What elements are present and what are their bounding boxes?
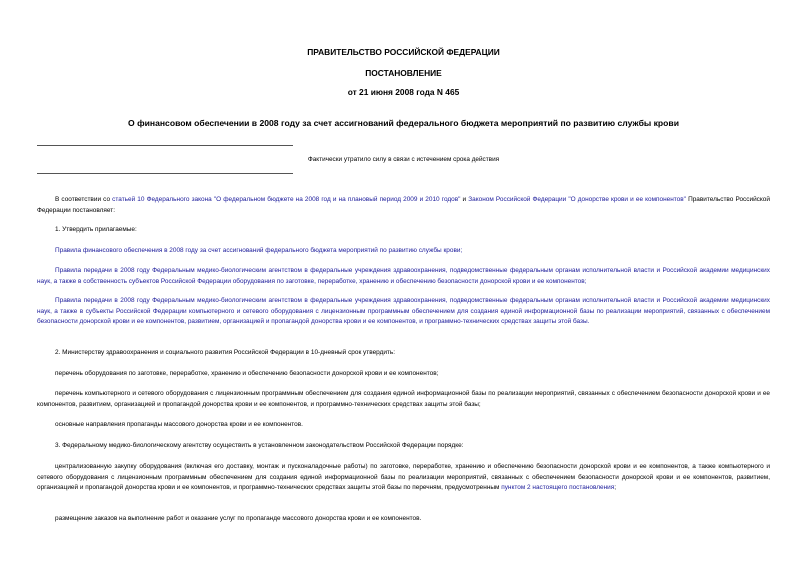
item-2: 2. Министерству здравоохранения и социального развития Российской Федерации в 10-дневный срок утвердить: — [55, 349, 396, 356]
document-date: от 21 июня 2008 года N 465 — [347, 87, 460, 97]
preamble-text-3: Правительство Российской Федерации постановляет: — [37, 196, 770, 214]
donor-law-link[interactable]: Законом Российской Федерации "О донорстве крови и ее компонентов" — [468, 196, 686, 203]
clause-2-link[interactable]: пунктом 2 настоящего постановления — [501, 484, 615, 492]
item-2-list-b: перечень компьютерного и сетевого оборудования с лицензионным программным обеспечением для создания единой информационной базы по реализации мероприятий, связанных с обеспечением безопасности донорской крови и ее компонентов, развитием, организацией и пропагандой донорства крови и ее компонентов, и программно-технических средствах защиты этой базы; — [37, 390, 770, 408]
item-3-list-a — [37, 462, 770, 494]
preamble-paragraph — [37, 195, 770, 216]
document-title: О финансовом обеспечении в 2008 году за счет ассигнований федерального бюджета мероприятий по развитию службы крови — [128, 118, 679, 128]
item-3a-text: централизованную закупку оборудования (включая его доставку, монтаж и пусконаладочные работы) по заготовке, переработке, хранению и обеспечению безопасности донорской крови и ее компонентов, а также компьютерного и сетевого оборудования с лицензионным программным обеспечением для создания единой информационной базы по реализации мероприятий, связанных с обеспечением безопасности донорской крови и ее компонентов, развитием, организацией и пропагандой донорства крови и ее компонентов, и программно-технических средствах защиты этой базы по перечням, предусмотренным — [37, 463, 770, 492]
item-2-list-c: основные направления пропаганды массового донорства крови и ее компонентов. — [55, 421, 303, 428]
item-2-list-a: перечень оборудования по заготовке, переработке, хранению и обеспечению безопасности донорской крови и ее компонентов; — [55, 370, 439, 377]
document-type: ПОСТАНОВЛЕНИЕ — [365, 68, 442, 78]
budget-law-link[interactable]: статьей 10 Федерального закона "О федеральном бюджете на 2008 год и на плановый период 2009 и 2010 годов" — [112, 196, 461, 203]
rules-2-link[interactable]: Правила передачи в 2008 году Федеральным медико-биологическим агентством в федеральные учреждения здравоохранения, подведомственные федеральным органам исполнительной власти и Российской академии медицинских наук, а также в собственность субъектов Российской Федерации оборудования по заготовке, переработке, хранению и обеспечению безопасности донорской крови и ее компонентов; — [37, 267, 770, 285]
item-3a-end: ; — [614, 484, 617, 492]
top-divider — [37, 145, 293, 146]
bottom-divider — [37, 173, 293, 174]
status-note: Фактически утратило силу в связи с истечением срока действия — [307, 156, 500, 163]
rules-3-link[interactable]: Правила передачи в 2008 году Федеральным медико-биологическим агентством в федеральные учреждения здравоохранения, подведомственные федеральным органам исполнительной власти и Российской академии медицинских наук, а также в субъекты Российской Федерации компьютерного и сетевого оборудования с лицензионным программным обеспечением для создания единой информационной базы по реализации мероприятий, связанных с обеспечением безопасности донорской крови и ее компонентов, развитием, организацией и пропагандой донорства крови и ее компонентов, и программно-технических средствах защиты этой базы. — [37, 297, 770, 326]
preamble-text-2: и — [460, 196, 469, 203]
item-1: 1. Утвердить прилагаемые: — [55, 226, 137, 233]
government-name: ПРАВИТЕЛЬСТВО РОССИЙСКОЙ ФЕДЕРАЦИИ — [307, 47, 500, 57]
item-3: 3. Федеральному медико-биологическому агентству осуществить в установленном законодательством Российской Федерации порядке: — [55, 442, 464, 449]
preamble-text-1: В соответствии со — [55, 196, 113, 203]
rules-1-link[interactable]: Правила финансового обеспечения в 2008 году за счет ассигнований федерального бюджета мероприятий по развитию службы крови; — [55, 247, 463, 254]
item-3-list-b: размещение заказов на выполнение работ и оказание услуг по пропаганде массового донорства крови и ее компонентов. — [55, 515, 422, 522]
